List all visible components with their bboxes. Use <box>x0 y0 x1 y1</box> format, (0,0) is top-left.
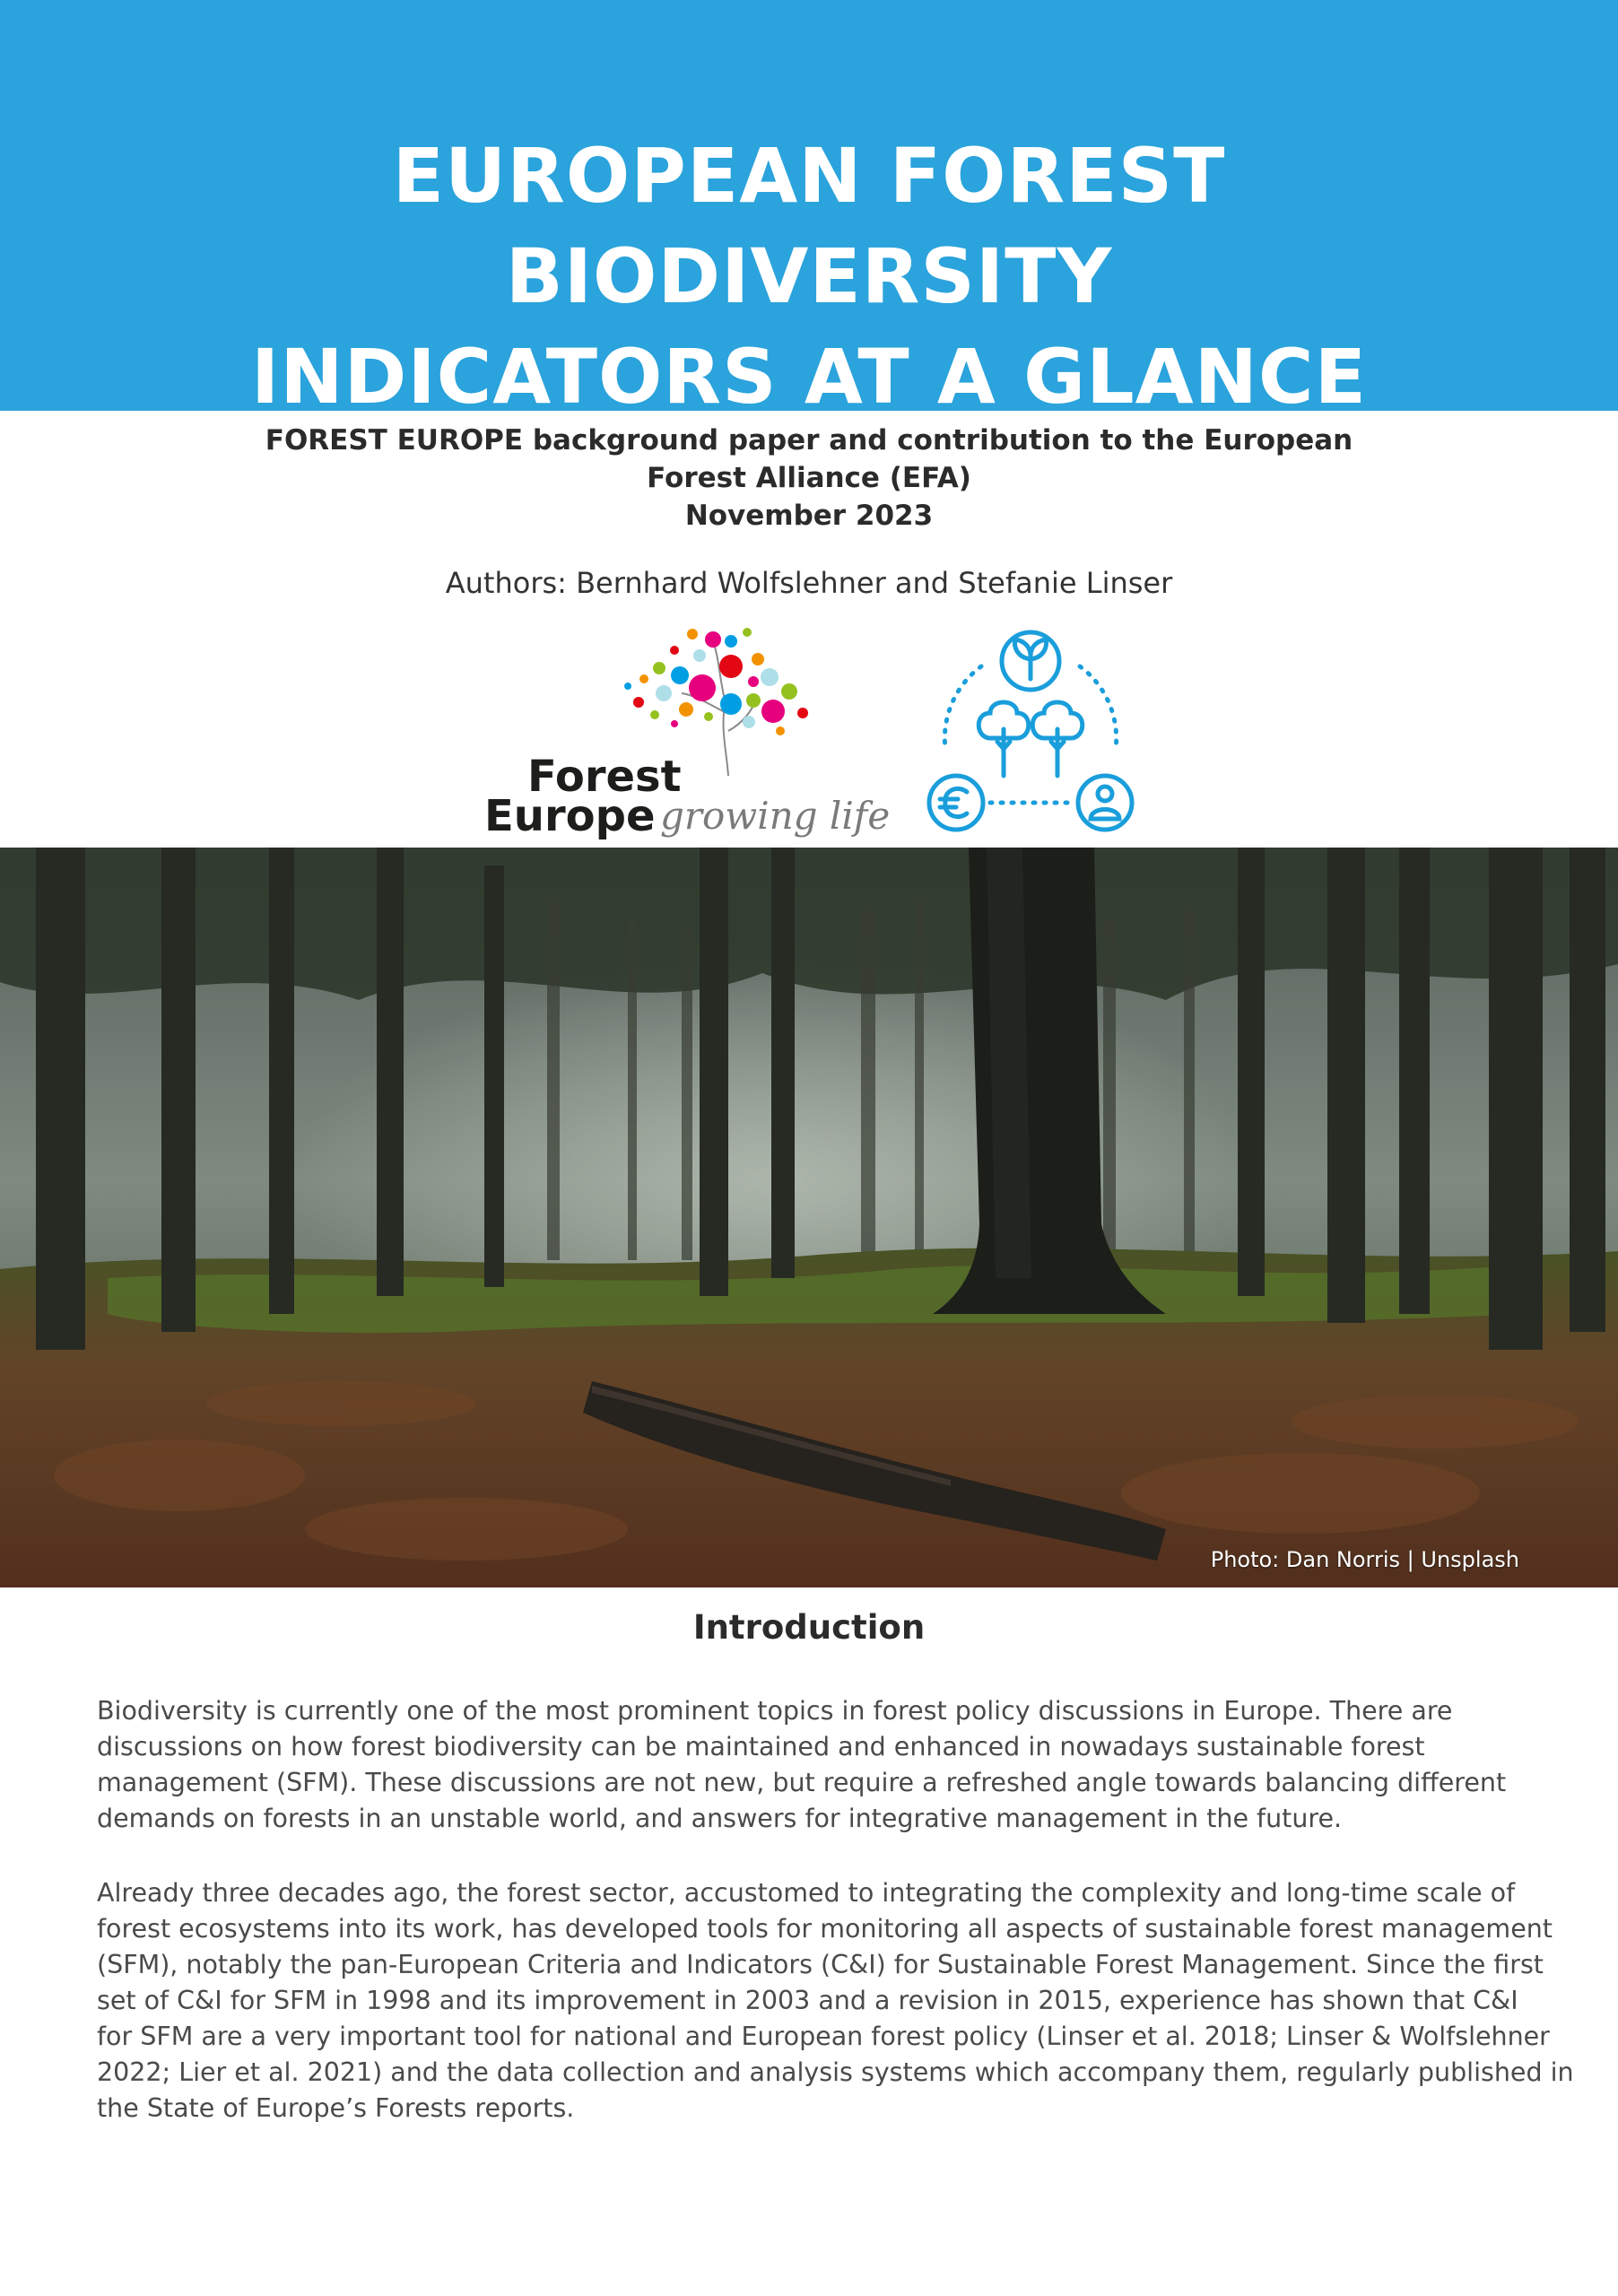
forest-europe-logo <box>484 623 897 843</box>
document-title <box>0 126 1618 427</box>
logo-word-europe: Europe <box>484 791 656 841</box>
intro-paragraph-1 <box>97 1693 1532 1837</box>
paragraph-line: Biodiversity is currently one of the most prominent topics in forest policy discussions in Europe. There are <box>97 1696 1453 1726</box>
paragraph-line: 2022; Lier et al. 2021) and the data collection and analysis systems which accompany them, regularly published in <box>97 2057 1574 2087</box>
authors-line: Authors: Bernhard Wolfslehner and Stefanie Linser <box>445 566 1173 600</box>
paragraph-line: management (SFM). These discussions are not new, but require a refreshed angle towards balancing different <box>97 1768 1507 1797</box>
paragraph-line: set of C&I for SFM in 1998 and its improvement in 2003 and a revision in 2015, experience has shown that C&I <box>97 1986 1518 2015</box>
paragraph-line: for SFM are a very important tool for national and European forest policy (Linser et al. 2018; Linser & Wolfslehner <box>97 2022 1550 2051</box>
forest-economy-people-icon <box>918 623 1143 839</box>
document-subtitle <box>0 422 1618 535</box>
paragraph-line: Already three decades ago, the forest sector, accustomed to integrating the complexity and long-time scale of <box>97 1878 1516 1908</box>
title-line: INDICATORS AT A GLANCE <box>251 333 1367 421</box>
paragraph-line: discussions on how forest biodiversity can be maintained and enhanced in nowadays sustainable forest <box>97 1732 1425 1761</box>
logo-word-forest: Forest <box>527 752 682 802</box>
paragraph-line: demands on forests in an unstable world, and answers for integrative management in the future. <box>97 1804 1343 1833</box>
subtitle-line: Forest Alliance (EFA) <box>647 462 971 494</box>
intro-paragraph-2 <box>97 1875 1574 2126</box>
forest-photo <box>0 848 1618 1587</box>
section-heading: Introduction <box>692 1608 926 1647</box>
paragraph-line: (SFM), notably the pan-European Criteria and Indicators (C&I) for Sustainable Forest Management. Since the first <box>97 1950 1544 1979</box>
paragraph-line: forest ecosystems into its work, has developed tools for monitoring all aspects of sustainable forest management <box>97 1914 1553 1944</box>
logo-tagline: growing life <box>660 794 891 838</box>
photo-credit: Photo: Dan Norris | Unsplash <box>1210 1547 1519 1572</box>
title-line: EUROPEAN FOREST <box>392 132 1226 220</box>
title-banner <box>0 0 1618 421</box>
subtitle-line: FOREST EUROPE background paper and contribution to the European <box>265 424 1353 457</box>
subtitle-line: November 2023 <box>684 500 934 532</box>
title-line: BIODIVERSITY <box>505 232 1113 320</box>
paragraph-line: the State of Europe’s Forests reports. <box>97 2093 575 2123</box>
